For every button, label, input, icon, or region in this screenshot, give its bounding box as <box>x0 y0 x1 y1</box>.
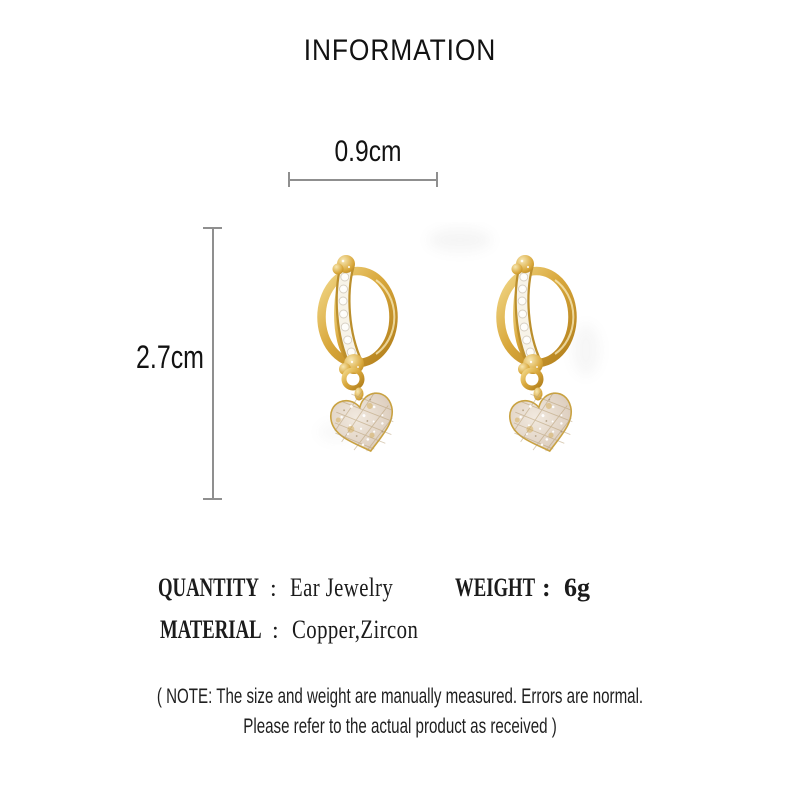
note-line-1: ( NOTE: The size and weight are manually measured. Errors are normal. <box>156 685 644 708</box>
height-measure-tick-bottom <box>203 498 222 500</box>
width-measurement-label: 0.9cm <box>334 135 402 168</box>
height-measurement-label: 2.7cm <box>136 339 204 375</box>
height-measure-tick-top <box>203 227 222 229</box>
width-measurement-line <box>288 179 438 181</box>
spec-quantity-label: QUANTITY <box>158 573 259 602</box>
spec-quantity-value: Ear Jewelry <box>290 573 394 602</box>
spec-material-value: Copper,Zircon <box>292 615 419 644</box>
height-measurement-line <box>212 228 214 500</box>
product-photo-earrings <box>268 222 652 484</box>
spec-material-label: MATERIAL <box>160 615 262 644</box>
spec-weight-colon: : <box>542 573 551 602</box>
note <box>0 682 800 742</box>
page-title: INFORMATION <box>303 34 497 67</box>
width-measure-tick-left <box>288 172 290 187</box>
spec-weight-value: 6g <box>564 573 590 602</box>
spec-weight-label: WEIGHT <box>455 573 536 602</box>
left-earring <box>322 255 401 459</box>
note-line-2: Please refer to the actual product as received ) <box>243 715 557 738</box>
spec-material-colon: : <box>272 618 279 644</box>
width-measure-tick-right <box>436 172 438 187</box>
right-earring <box>501 255 580 459</box>
spec-quantity-colon: : <box>270 576 277 602</box>
